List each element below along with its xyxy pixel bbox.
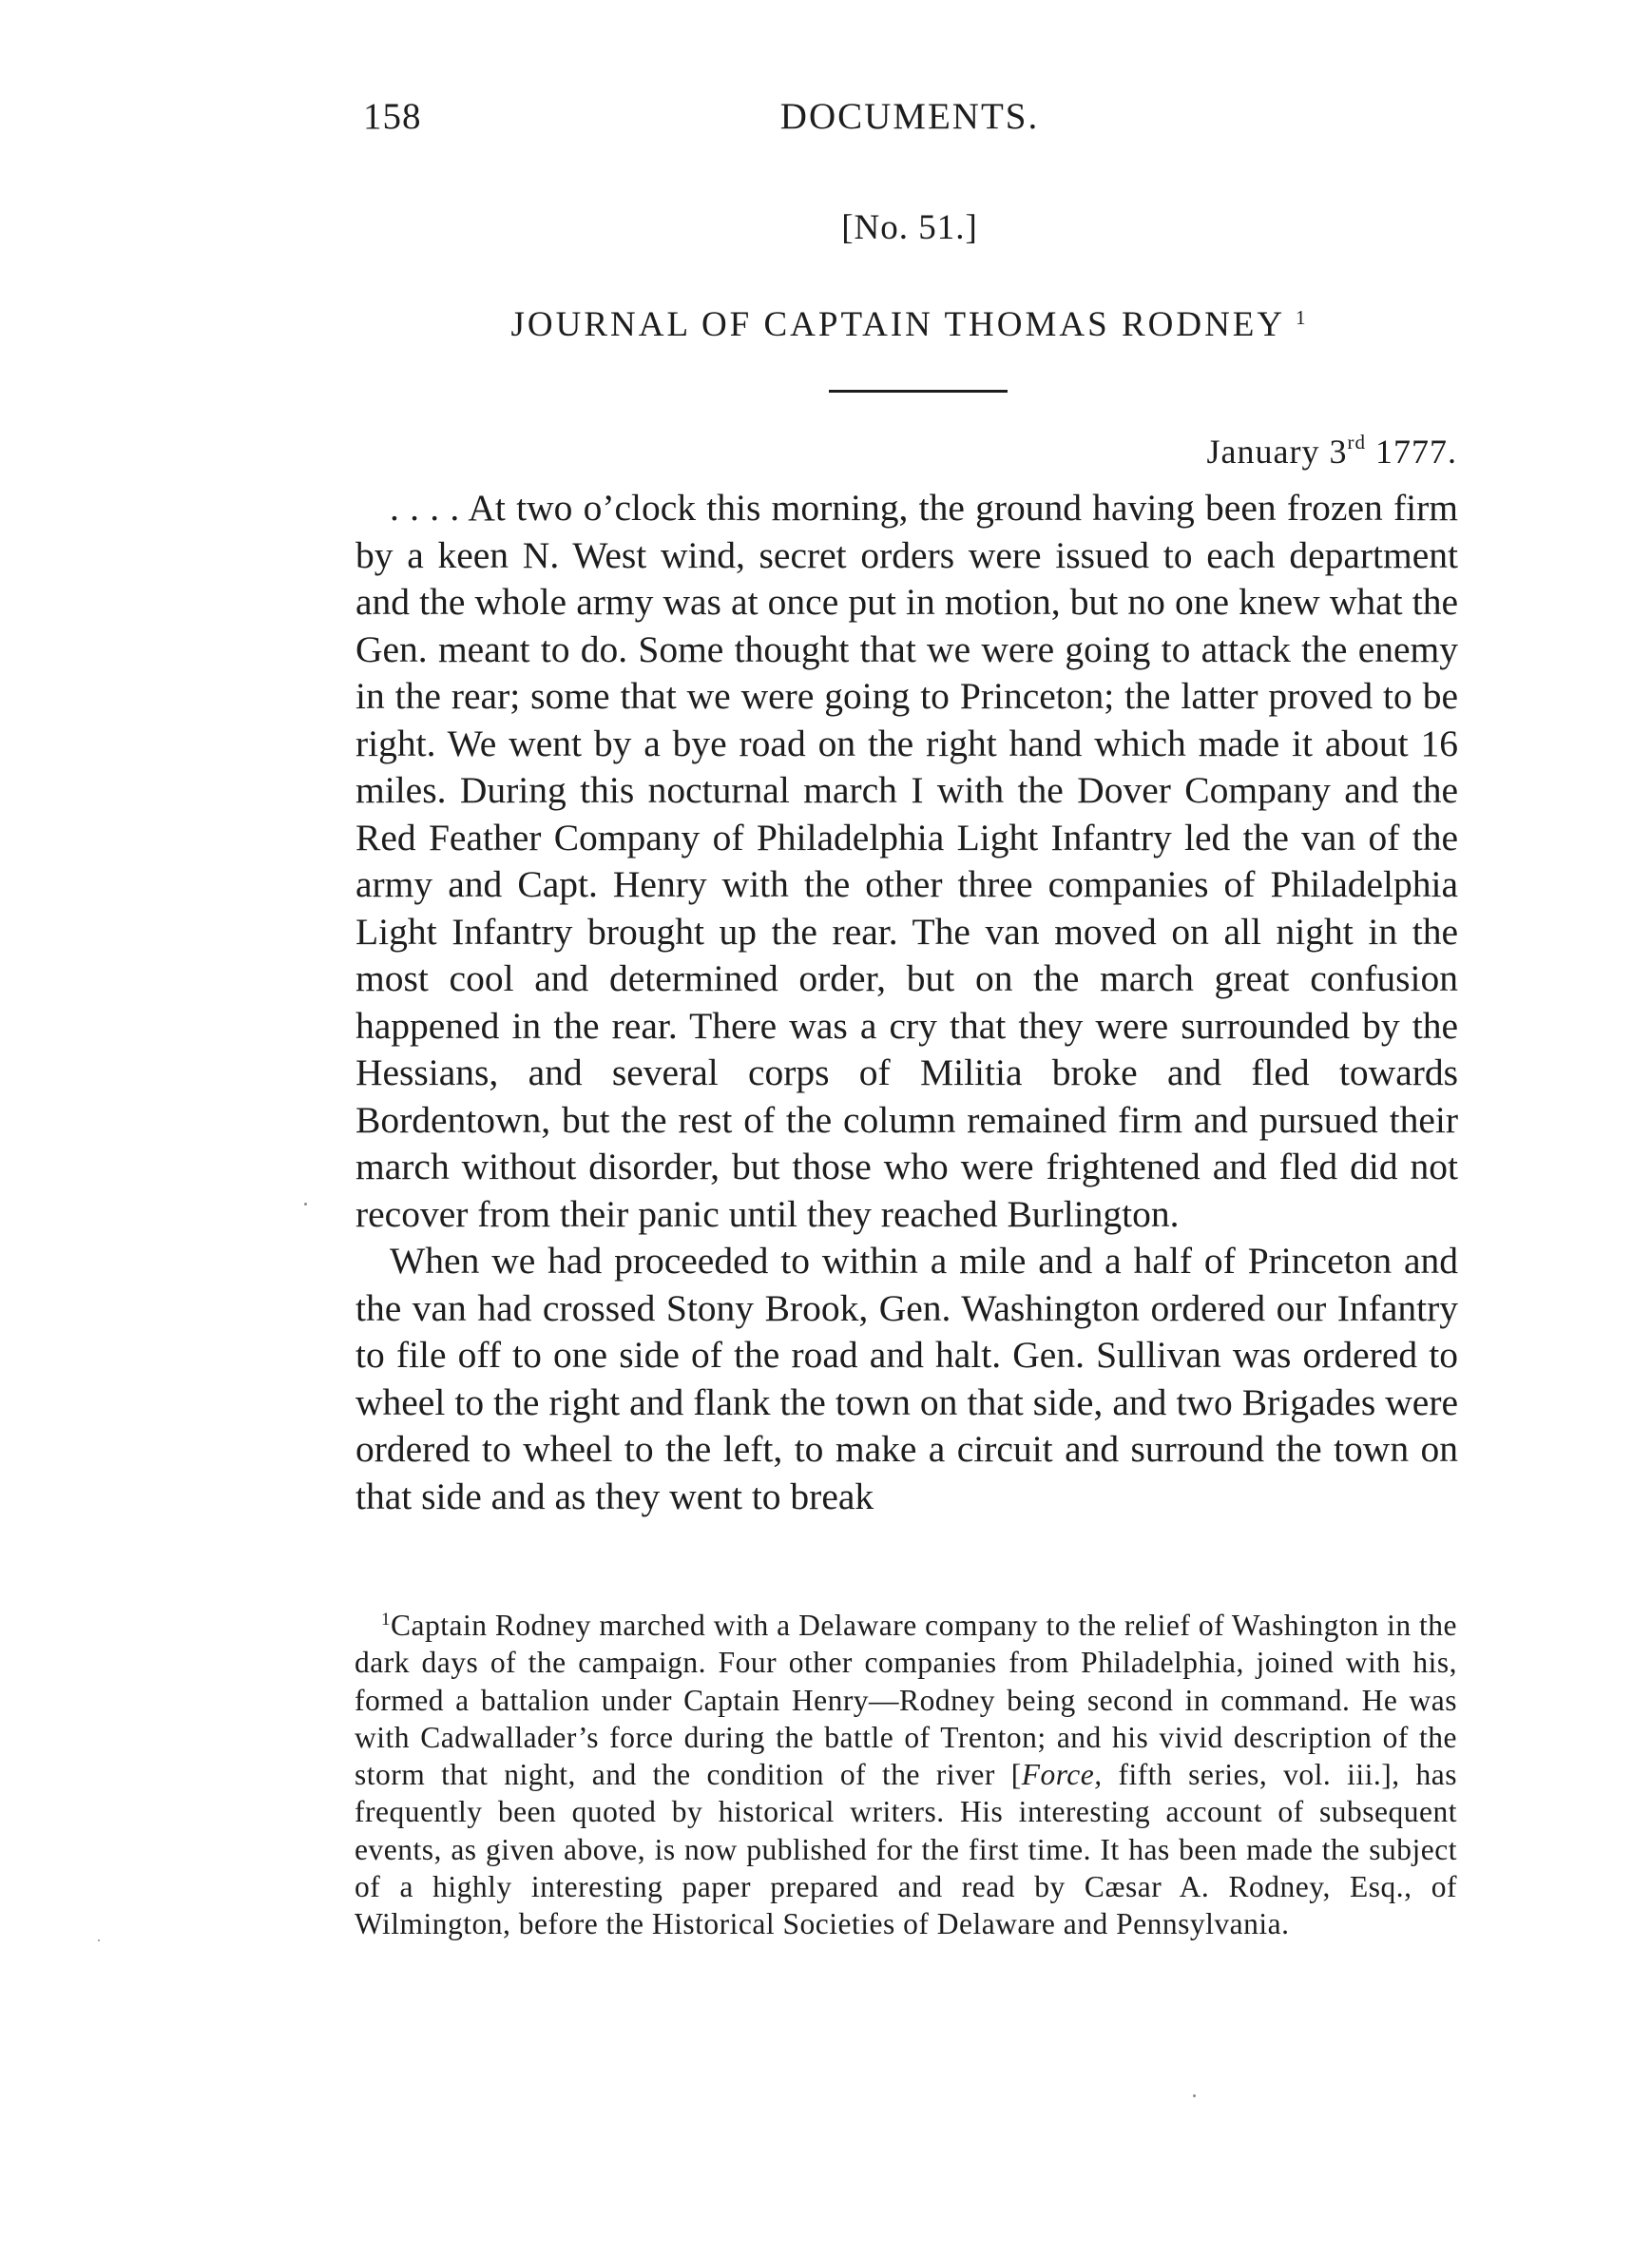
journal-date: [1046, 432, 1457, 472]
scan-speck: [304, 1203, 307, 1206]
title-divider: [829, 390, 1008, 393]
body-paragraph: . . . . At two o’clock this morning, the ground having been frozen firm by a keen N. West wind, secret orders were issued to each department and the whole army was at once put in motion, but no one knew what the Gen. meant to do. Some thought that we were going to attack the enemy in the rear; some that we were going to Princeton; the latter proved to be right. We went by a bye road on the right hand which made it about 16 miles. During this nocturnal march I with the Dover Company and the Red Feather Company of Philadelphia Light Infantry led the van of the army and Capt. Henry with the other three companies of Philadelphia Light Infantry brought up the rear. The van moved on all night in the most cool and determined order, but on the march great confusion happened in the rear. There was a cry that they were surrounded by the Hessians, and several corps of Militia broke and fled towards Bordentown, but the rest of the column remained firm and pursued their march without disorder, but those who were frightened and fled did not recover from their panic until they reached Burlington.: [355, 487, 1458, 1235]
running-head: [363, 95, 1456, 152]
body-paragraph: When we had proceeded to within a mile and a half of Princeton and the van had crossed Stony Brook, Gen. Washington ordered our Infantry to file off to one side of the road and halt. Gen. Sullivan was ordered to wheel to the right and flank the town on that side, and two Brigades were ordered to wheel to the left, to make a circuit and surround the town on that side and as they went to break: [355, 1240, 1458, 1517]
footnote: [355, 1607, 1457, 1943]
document-title-text: JOURNAL OF CAPTAIN THOMAS RODNEY: [510, 305, 1284, 344]
date-month-day: January 3: [1206, 433, 1348, 471]
scan-speck: [1193, 2094, 1196, 2097]
title-footnote-marker: 1: [1295, 306, 1309, 329]
date-day-suffix: rd: [1347, 431, 1366, 453]
page-number: 158: [363, 96, 422, 137]
document-number: [No. 51.]: [841, 208, 978, 247]
journal-body: [355, 485, 1458, 1520]
footnote-text-end: fifth series, vol. iii.], has frequently been quoted by historical writers. His interesting account of subsequent events, as given above, is now published for the first time. It has been made the subject of a highly interesting paper prepared and read by Cæsar A. Rodney, Esq., of Wilmington, before the Historical Societies of Delaware and Pennsylvania.: [355, 1758, 1457, 1941]
date-year: 1777.: [1375, 433, 1457, 471]
footnote-text-start: Captain Rodney marched with a Delaware company to the relief of Washington in the dark days of the campaign. Four other companies from Philadelphia, joined with his, formed a battalion under Captain Henry—Rodney being second in command. He was with Cadwallader’s force during the battle of Trenton; and his vivid description of the storm that night, and the condition of the river [: [355, 1609, 1457, 1792]
footnote-italic-reference: Force,: [1021, 1758, 1103, 1792]
scan-speck: [98, 1939, 100, 1941]
document-title: [363, 304, 1456, 345]
running-title: DOCUMENTS.: [779, 96, 1040, 137]
footnote-marker: 1: [381, 1610, 391, 1630]
